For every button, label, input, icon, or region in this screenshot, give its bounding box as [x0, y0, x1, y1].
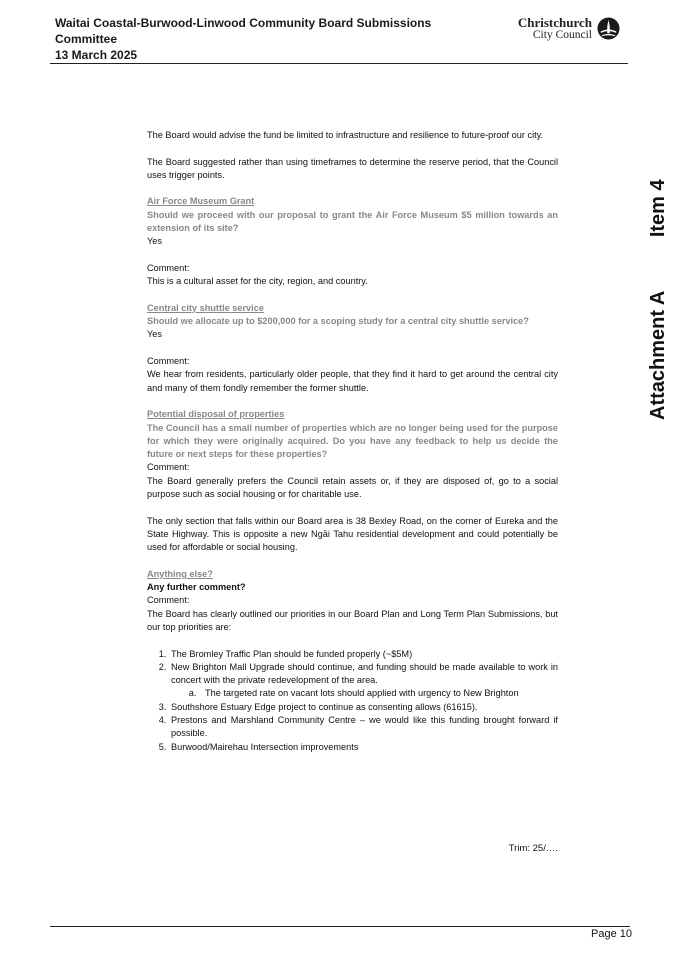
question-air-force-museum: Should we proceed with our proposal to grant the Air Force Museum $5 million towards an extension of its site? [147, 209, 558, 234]
comment-air-force-museum: This is a cultural asset for the city, region, and country. [147, 276, 368, 287]
answer-air-force-museum: Yes [147, 236, 162, 247]
comment-properties-2: The only section that falls within our Board area is 38 Bexley Road, on the corner of Eureka and the State Highway. This is opposite a new Ngāi Tahu residential development and could potentially be used for affordable or social housing. [147, 515, 558, 553]
sub-list [171, 687, 558, 700]
list-item: 1. The Bromley Traffic Plan should be funded properly (~$5M) [169, 648, 558, 661]
section-title-air-force-museum: Air Force Museum Grant [147, 196, 255, 207]
comment-label: Comment: [147, 595, 190, 606]
section-title-properties: Potential disposal of properties [147, 409, 285, 420]
list-item: 5. Burwood/Mairehau Intersection improvements [169, 741, 558, 754]
footer-divider [50, 926, 630, 927]
comment-label: Comment: [147, 356, 190, 367]
question-further-comment: Any further comment? [147, 582, 246, 593]
comment-label: Comment: [147, 462, 190, 473]
question-shuttle: Should we allocate up to $200,000 for a scoping study for a central city shuttle service? [147, 316, 529, 327]
attachment-label: Attachment A [647, 290, 669, 420]
reserve-fund-paragraph: The Board would advise the fund be limited to infrastructure and resilience to future-proof our city. [147, 130, 544, 140]
comment-priorities-intro: The Board has clearly outlined our priorities in our Board Plan and Long Term Plan Submissions, but our top priorities are: [147, 608, 558, 632]
submission-content [147, 129, 558, 754]
question-properties: The Council has a small number of properties which are no longer being used for the purpose for which they were originally acquired. Do you have any feedback to help us decide the future or next steps for these properties? [147, 422, 558, 460]
committee-title-line1: Waitai Coastal-Burwood-Linwood Community Board Submissions [55, 16, 432, 30]
header-divider [50, 63, 628, 64]
list-item: 3. Southshore Estuary Edge project to continue as consenting allows (61615). [169, 701, 558, 714]
trigger-points-paragraph: The Board suggested rather than using timeframes to determine the reserve period, that the Council uses trigger points. [147, 156, 558, 180]
trim-reference: Trim: 25/…. [508, 843, 558, 854]
page-number: Page 10 [591, 928, 632, 940]
comment-label: Comment: [147, 262, 190, 273]
meeting-date: 13 March 2025 [55, 48, 138, 62]
attachment-side-label [645, 150, 671, 420]
committee-title-line2: Committee [55, 32, 118, 46]
answer-shuttle: Yes [147, 329, 162, 340]
page-header-title [55, 15, 455, 63]
logo-text-line1: Christchurch [517, 15, 592, 30]
list-item: a. The targeted rate on vacant lots should applied with urgency to New Brighton [199, 687, 558, 700]
priorities-list [147, 648, 558, 754]
section-title-shuttle: Central city shuttle service [147, 302, 264, 313]
item-label: Item 4 [647, 179, 669, 238]
section-title-anything-else: Anything else? [147, 568, 213, 579]
comment-shuttle: We hear from residents, particularly older people, that they find it hard to get around the central city and many of them fondly remember the former shuttle. [147, 369, 558, 393]
comment-properties-1: The Board generally prefers the Council retain assets or, if they are disposed of, go to a social purpose such as social housing or for charitable use. [147, 475, 558, 500]
logo-text-line2: City Council [532, 29, 592, 41]
list-item: 4. Prestons and Marshland Community Centre – we would like this funding brought forward if possible. [169, 714, 558, 741]
list-item: 2. New Brighton Mall Upgrade should continue, and funding should be made available to work in concert with the private redevelopment of the area. a. The targeted rate on vacant lots should applied with urgency to New Brighton [169, 661, 558, 701]
christchurch-city-council-logo [510, 16, 620, 42]
cathedral-logo-icon [597, 17, 620, 40]
